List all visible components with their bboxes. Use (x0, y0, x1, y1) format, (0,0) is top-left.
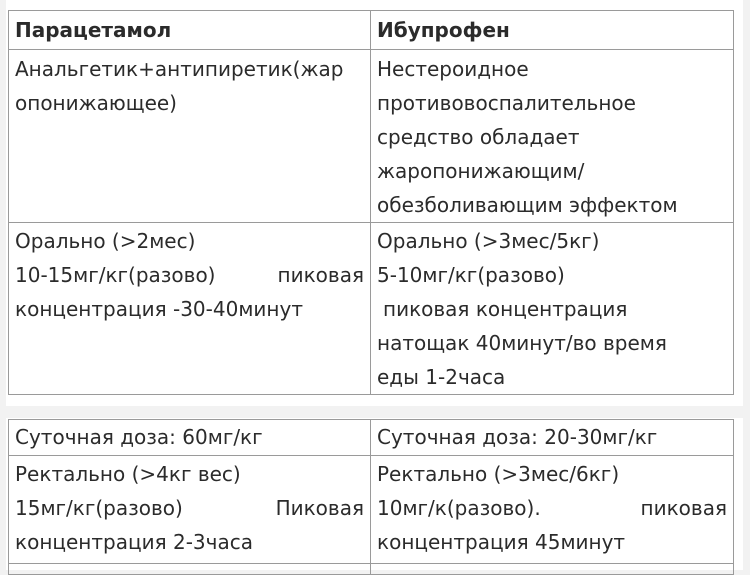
cell-ibuprofen-oral (371, 223, 734, 395)
cell-paracetamol-daily: Суточная доза: 60мг/кг (9, 420, 371, 456)
text-line: Нестероидное (377, 57, 529, 81)
cell-paracetamol-description (9, 50, 371, 223)
header-ibuprofen: Ибупрофен (371, 11, 734, 50)
text-line: пиковая концентрация (383, 297, 628, 321)
text-line: обезболивающим эффектом (377, 193, 678, 217)
text-line: Орально (>3мес/5кг) (377, 229, 600, 253)
text-line: концентрация 2-3часа (15, 530, 253, 554)
text-line: Орально (>2мес) (15, 229, 196, 253)
text-line-justified (377, 491, 727, 525)
text-line: еды 1-2часа (377, 365, 506, 389)
text-line: опонижающее) (15, 91, 177, 115)
text-line-justified (15, 258, 364, 292)
text-line: 5-10мг/кг(разово) (377, 263, 565, 287)
text-line: концентрация -30-40минут (15, 297, 303, 321)
header-paracetamol: Парацетамол (9, 11, 371, 50)
comparison-table-top (8, 10, 734, 395)
text-line: концентрация 45минут (377, 530, 626, 554)
text-line: Ректально (>4кг вес) (15, 462, 241, 486)
text-fragment: пиковая (640, 496, 727, 520)
table-row-oral (9, 223, 734, 395)
cell-empty (371, 564, 734, 575)
text-line-justified (15, 491, 364, 525)
text-line: жаропонижающим/ (377, 159, 585, 183)
cell-ibuprofen-rectal (371, 456, 734, 564)
cell-ibuprofen-daily: Суточная доза: 20-30мг/кг (371, 420, 734, 456)
header-row (9, 11, 734, 50)
comparison-table-bottom (8, 419, 734, 575)
cell-ibuprofen-description (371, 50, 734, 223)
cell-paracetamol-oral (9, 223, 371, 395)
table-row-rectal (9, 456, 734, 564)
text-fragment: пиковая (277, 263, 364, 287)
text-line: Ректально (>3мес/6кг) (377, 462, 620, 486)
text-fragment: 10-15мг/кг(разово) (15, 263, 216, 287)
cell-paracetamol-rectal (9, 456, 371, 564)
text-line: средство обладает (377, 125, 580, 149)
text-line: Анальгетик+антипиретик(жар (15, 57, 344, 81)
text-line: натощак 40минут/во время (377, 331, 667, 355)
table-row-cut-off (9, 564, 734, 575)
text-line: противовоспалительное (377, 91, 636, 115)
table-row-daily-dose (9, 420, 734, 456)
text-fragment: 15мг/кг(разово) (15, 496, 183, 520)
table-row-description (9, 50, 734, 223)
cell-empty (9, 564, 371, 575)
text-fragment: 10мг/к(разово). (377, 496, 541, 520)
text-fragment: Пиковая (275, 496, 364, 520)
